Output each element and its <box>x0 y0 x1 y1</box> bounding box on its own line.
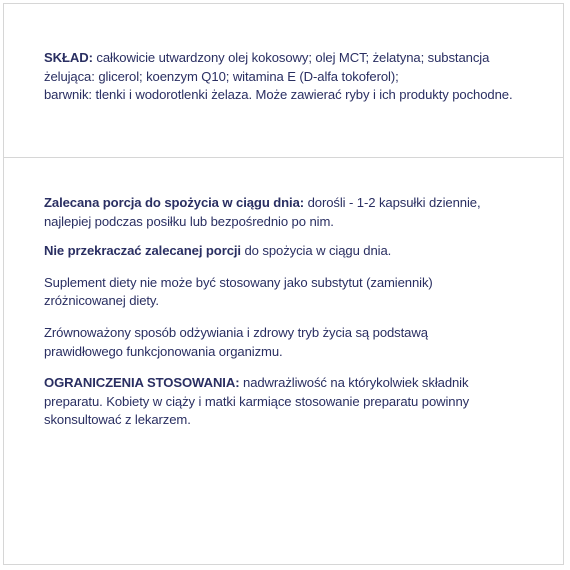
composition-line-1: całkowicie utwardzony olej kokosowy; olej MCT; żelatyna; substancja <box>92 50 490 65</box>
dose-paragraph <box>44 194 544 231</box>
restrictions-line-3: skonsultować z lekarzem. <box>44 412 191 428</box>
lifestyle-line-2: prawidłowego funkcjonowania organizmu. <box>44 343 283 359</box>
substitute-line-2: zróżnicowanej diety. <box>44 293 159 309</box>
restrictions-label: OGRANICZENIA STOSOWANIA: <box>44 375 240 391</box>
restrictions-paragraph <box>44 374 544 430</box>
dose-line-2: najlepiej podczas posiłku lub bezpośrednio po nim. <box>44 213 334 229</box>
usage-section <box>44 194 544 441</box>
composition-label: SKŁAD: <box>44 50 93 65</box>
composition-paragraph <box>44 49 544 105</box>
lifestyle-line-1: Zrównoważony sposób odżywiania i zdrowy tryb życia są podstawą <box>44 324 428 340</box>
substitute-paragraph <box>44 274 544 311</box>
lifestyle-paragraph <box>44 324 544 361</box>
limit-label: Nie przekraczać zalecanej porcji <box>44 243 241 259</box>
limit-paragraph <box>44 242 544 261</box>
dose-line-1: dorośli - 1-2 kapsułki dziennie, <box>304 195 481 210</box>
restrictions-line-2: preparatu. Kobiety w ciąży i matki karmiące stosowanie preparatu powinny <box>44 393 470 409</box>
limit-text: do spożycia w ciągu dnia. <box>240 243 392 259</box>
composition-section <box>44 49 544 105</box>
dose-label: Zalecana porcja do spożycia w ciągu dnia: <box>44 195 305 210</box>
composition-line-2: żelująca: glicerol; koenzym Q10; witamina E (D-alfa tokoferol); <box>44 68 399 84</box>
section-divider <box>3 157 564 158</box>
composition-line-3: barwnik: tlenki i wodorotlenki żelaza. Może zawierać ryby i ich produkty pochodne. <box>44 87 513 103</box>
restrictions-line-1: nadwrażliwość na którykolwiek składnik <box>239 375 469 391</box>
substitute-line-1: Suplement diety nie może być stosowany jako substytut (zamiennik) <box>44 274 433 290</box>
